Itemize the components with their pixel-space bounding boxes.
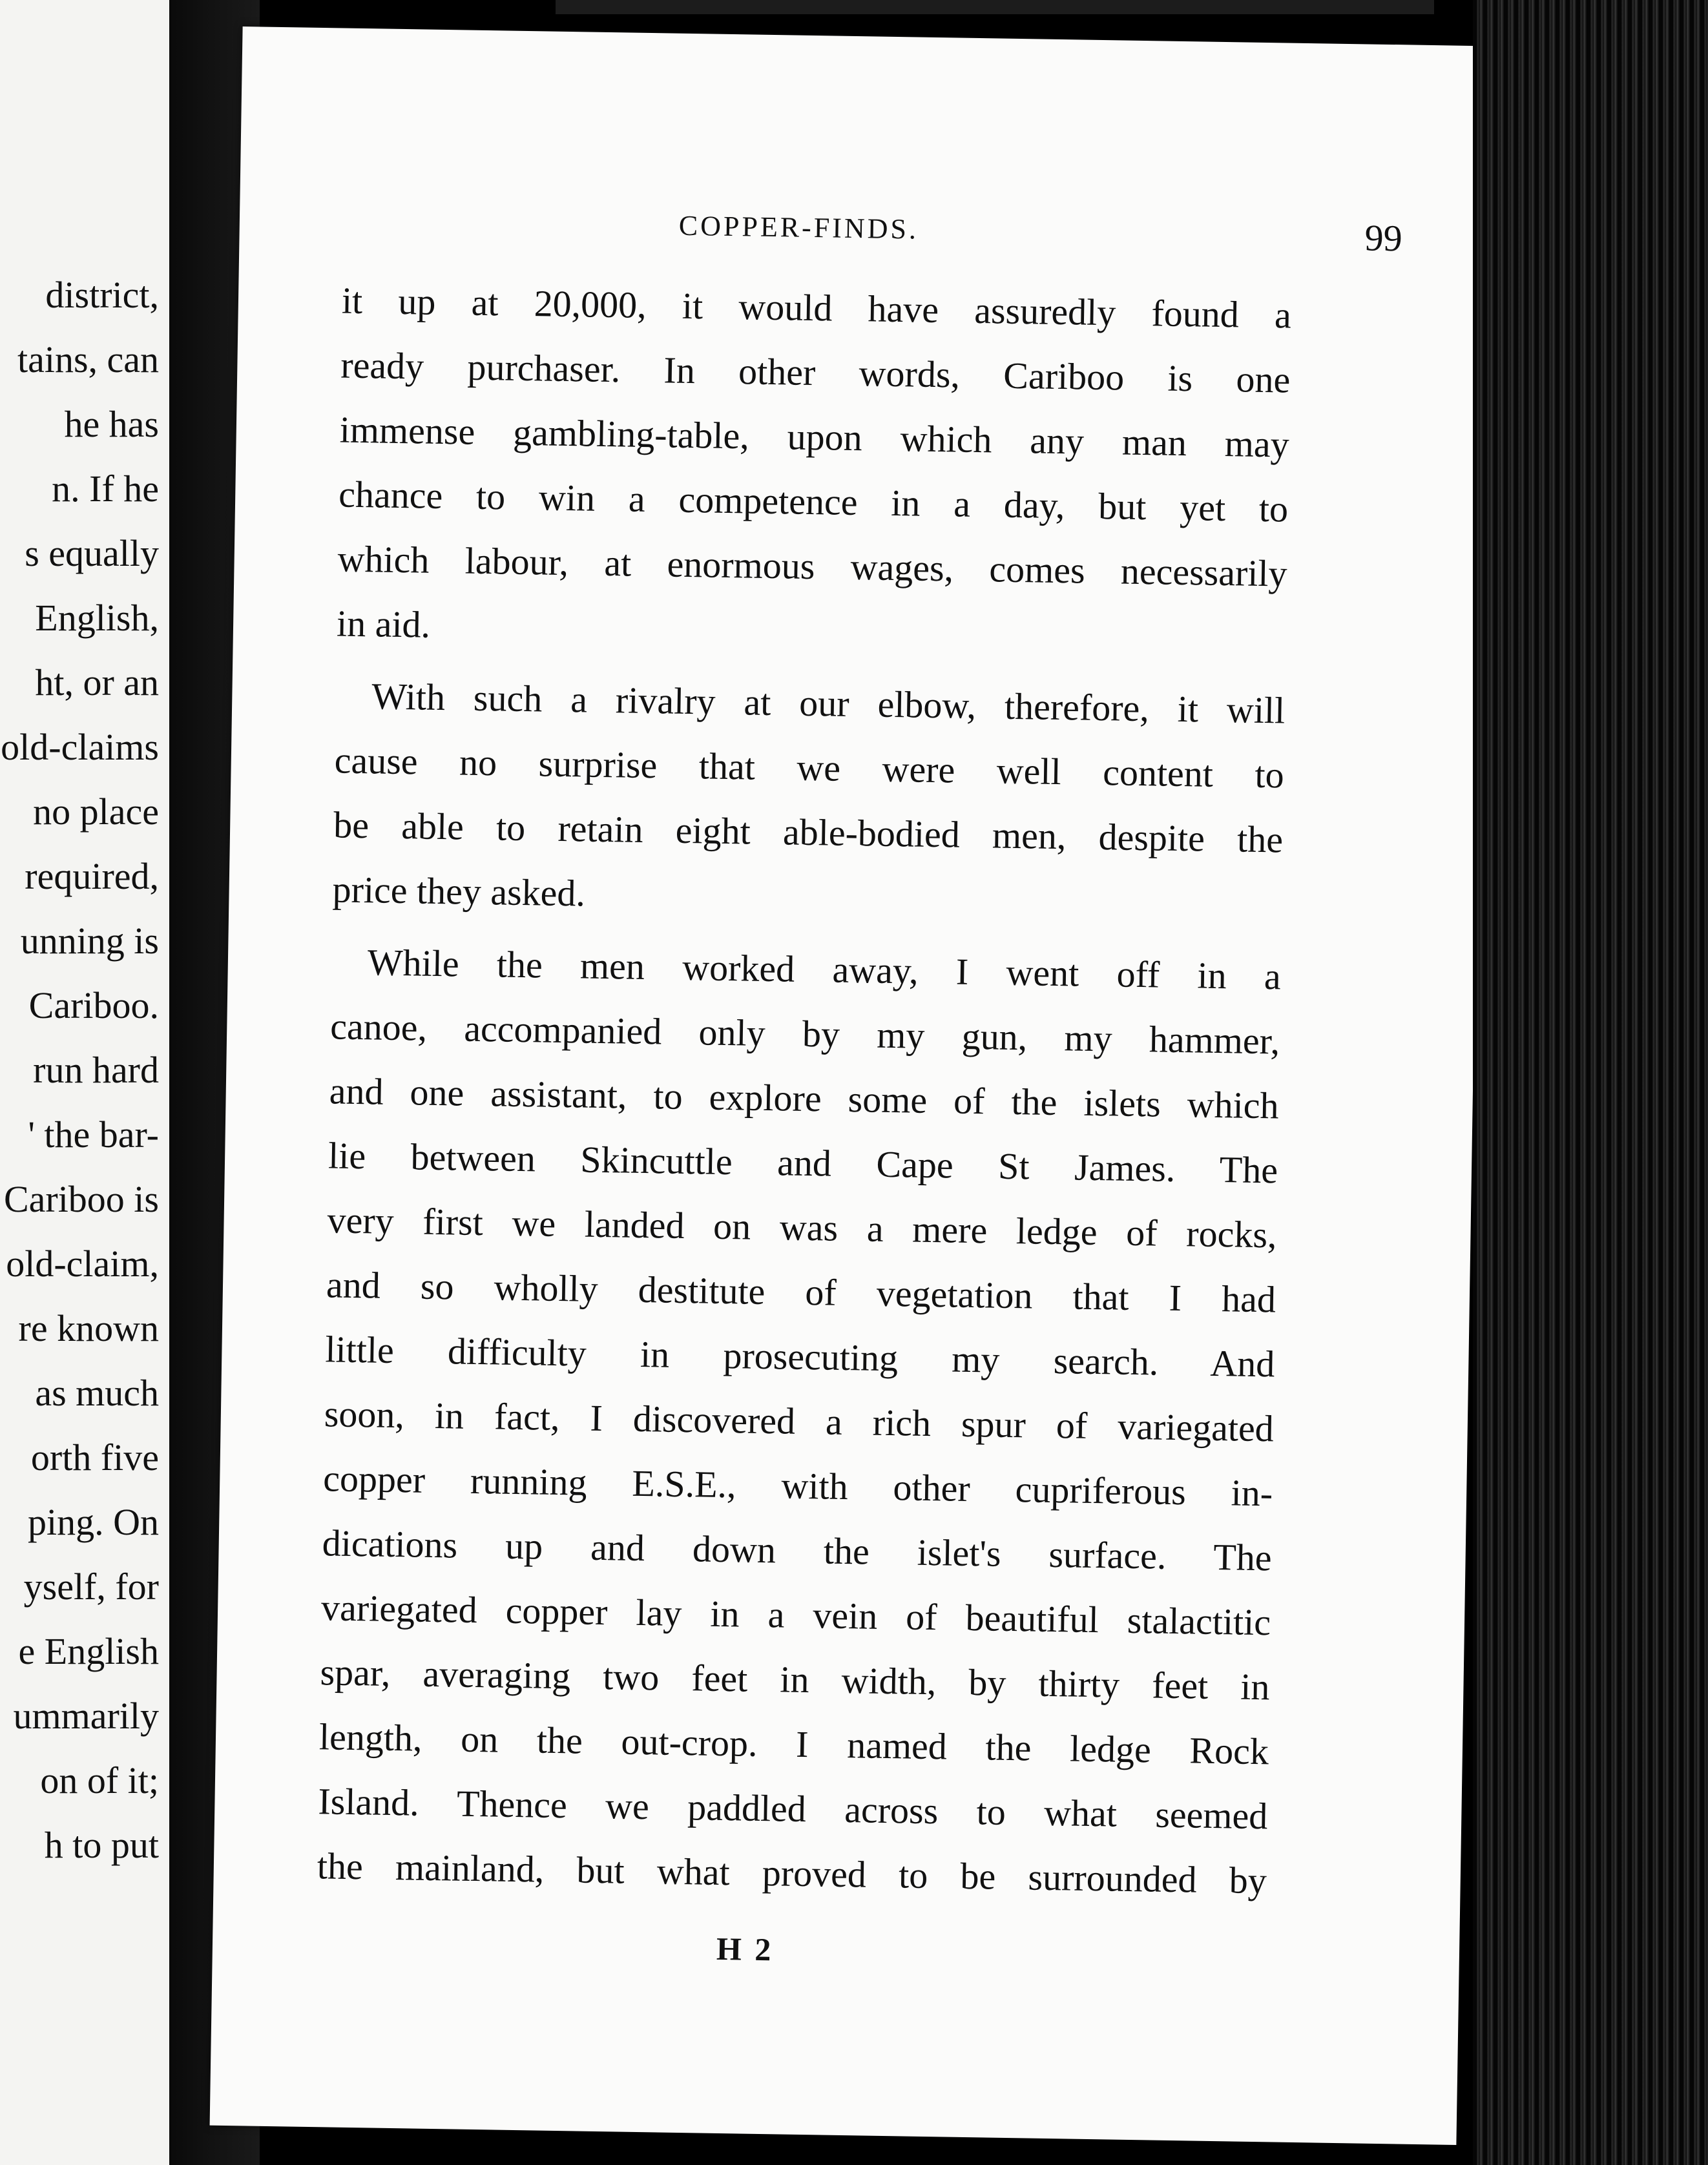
text-line: very first we landed on was a mere ledge of rocks, bbox=[327, 1199, 1277, 1256]
text-line: little difficulty in prosecuting my search. And bbox=[324, 1328, 1275, 1385]
text-line: spar, averaging two feet in width, by thirty feet in bbox=[320, 1651, 1270, 1708]
left-page-line: h to put bbox=[44, 1824, 159, 1866]
text-line: it up at 20,000, it would have assuredly found a bbox=[341, 279, 1292, 337]
left-page-line: ummarily bbox=[13, 1695, 159, 1737]
text-line: copper running E.S.E., with other cupriferous in- bbox=[322, 1457, 1273, 1515]
running-title: COPPER-FINDS. bbox=[678, 209, 919, 245]
page-edges bbox=[1473, 0, 1708, 2165]
left-page-line: old-claim, bbox=[6, 1243, 159, 1285]
left-page-line: ping. On bbox=[28, 1501, 159, 1543]
left-page-line: run hard bbox=[33, 1049, 159, 1091]
text-line: Island. Thence we paddled across to what seemed bbox=[317, 1780, 1268, 1838]
main-page bbox=[210, 26, 1490, 2145]
left-page-line: tains, can bbox=[17, 338, 159, 380]
left-page-line: as much bbox=[35, 1372, 159, 1414]
text-line: and one assistant, to explore some of the islets which bbox=[329, 1070, 1280, 1127]
left-page-line: required, bbox=[25, 855, 159, 897]
left-page-line: no place bbox=[33, 791, 159, 833]
left-page-line: district, bbox=[45, 274, 159, 316]
left-page-line: ' the bar- bbox=[28, 1114, 159, 1155]
text-line: While the men worked away, I went off in a bbox=[367, 941, 1282, 998]
text-line: price they asked. bbox=[332, 868, 586, 915]
left-page-line: Cariboo is bbox=[3, 1178, 159, 1220]
left-page-line: English, bbox=[35, 597, 159, 639]
left-page-line: n. If he bbox=[52, 468, 159, 510]
left-page-line: he has bbox=[64, 403, 159, 445]
text-line: ready purchaser. In other words, Cariboo is one bbox=[340, 344, 1291, 401]
left-page-line: on of it; bbox=[40, 1759, 159, 1801]
top-edge-strip bbox=[556, 0, 1434, 14]
body-text bbox=[317, 269, 1291, 1914]
text-line: variegated copper lay in a vein of beautiful stalactitic bbox=[320, 1586, 1271, 1644]
left-page-line: Cariboo. bbox=[28, 984, 159, 1026]
left-page-line: e English bbox=[18, 1630, 159, 1672]
text-line: length, on the out-crop. I named the ledge Rock bbox=[318, 1715, 1269, 1773]
left-page-line: yself, for bbox=[23, 1566, 159, 1608]
left-facing-page bbox=[0, 0, 169, 2165]
text-line: soon, in fact, I discovered a rich spur of variegated bbox=[324, 1393, 1275, 1450]
text-line: cause no surprise that we were well content to bbox=[334, 739, 1285, 796]
text-line: in aid. bbox=[336, 602, 431, 646]
text-line: chance to win a competence in a day, but yet to bbox=[338, 473, 1289, 530]
left-page-line: old-claims bbox=[1, 726, 159, 768]
text-line: lie between Skincuttle and Cape St James. The bbox=[328, 1134, 1278, 1192]
text-line: dications up and down the islet's surface. The bbox=[322, 1522, 1273, 1579]
signature-mark: H 2 bbox=[716, 1930, 774, 1968]
left-page-line: re known bbox=[18, 1307, 159, 1349]
page-number: 99 bbox=[1364, 216, 1403, 260]
left-page-line: s equally bbox=[25, 532, 159, 574]
text-line: immense gambling-table, upon which any man may bbox=[339, 408, 1290, 466]
text-line: With such a rivalry at our elbow, therefore, it will bbox=[371, 675, 1286, 732]
text-line: be able to retain eight able-bodied men, despite the bbox=[333, 803, 1284, 861]
text-line: canoe, accompanied only by my gun, my hammer, bbox=[329, 1005, 1280, 1062]
left-page-line: orth five bbox=[30, 1436, 159, 1478]
left-page-line: unning is bbox=[20, 920, 159, 962]
running-head bbox=[239, 202, 1486, 273]
text-line: the mainland, but what proved to be surrounded by bbox=[317, 1845, 1267, 1902]
text-line: and so wholly destitute of vegetation that I had bbox=[326, 1263, 1276, 1321]
text-line: which labour, at enormous wages, comes necessarily bbox=[337, 537, 1288, 595]
left-page-line: ht, or an bbox=[35, 661, 159, 703]
